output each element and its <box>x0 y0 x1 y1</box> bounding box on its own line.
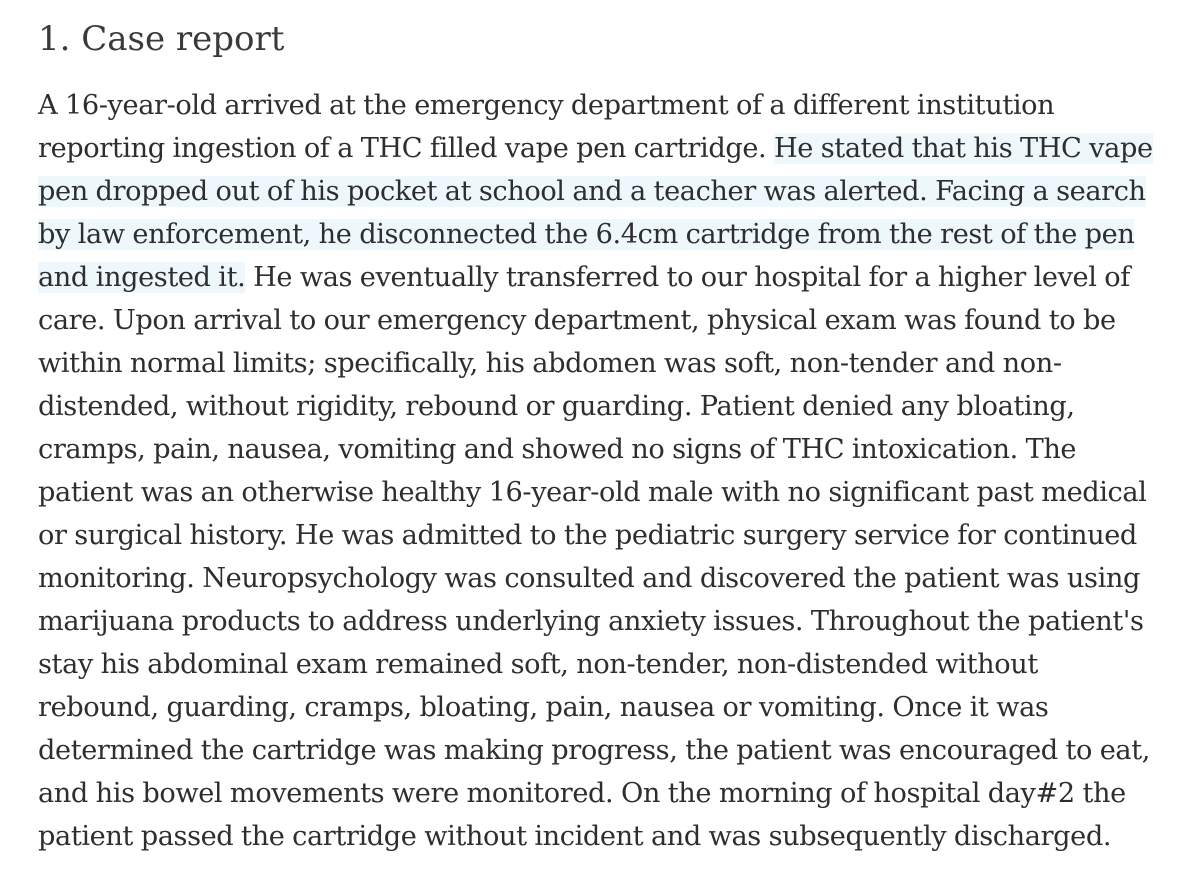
paragraph-line <box>38 299 1178 342</box>
article <box>38 16 1178 858</box>
paragraph-line <box>38 600 1178 643</box>
paragraph-line <box>38 557 1178 600</box>
line-text: rebound, guarding, cramps, bloating, pain, nausea or vomiting. Once it was <box>38 692 1049 723</box>
paragraph-line <box>38 342 1178 385</box>
line-text: within normal limits; specifically, his abdomen was soft, non-tender and non- <box>38 348 1062 379</box>
section-heading: 1. Case report <box>38 19 285 59</box>
highlighted-text[interactable]: pen dropped out of his pocket at school and a teacher was alerted. Facing a search <box>38 176 1146 207</box>
line-text: care. Upon arrival to our emergency department, physical exam was found to be <box>38 305 1116 336</box>
paragraph-line <box>38 729 1178 772</box>
line-text: distended, without rigidity, rebound or guarding. Patient denied any bloating, <box>38 391 1075 422</box>
line-text: A 16-year-old arrived at the emergency department of a different institution <box>38 90 1055 121</box>
paragraph-line <box>38 213 1178 256</box>
paragraph-line <box>38 643 1178 686</box>
line-text: stay his abdominal exam remained soft, non-tender, non-distended without <box>38 649 1038 680</box>
line-text: reporting ingestion of a THC filled vape pen cartridge. <box>38 133 774 164</box>
line-text: and his bowel movements were monitored. On the morning of hospital day#2 the <box>38 778 1126 809</box>
line-text: patient passed the cartridge without incident and was subsequently discharged. <box>38 821 1112 852</box>
highlighted-text[interactable]: and ingested it. <box>38 262 246 293</box>
paragraph-line <box>38 514 1178 557</box>
paragraph-line <box>38 127 1178 170</box>
line-text: marijuana products to address underlying anxiety issues. Throughout the patient's <box>38 606 1144 637</box>
case-report-paragraph <box>38 84 1178 858</box>
paragraph-line <box>38 815 1178 858</box>
line-text: cramps, pain, nausea, vomiting and showed no signs of THC intoxication. The <box>38 434 1077 465</box>
paragraph-line <box>38 385 1178 428</box>
line-text: or surgical history. He was admitted to the pediatric surgery service for continued <box>38 520 1137 551</box>
line-text: patient was an otherwise healthy 16-year-old male with no significant past medical <box>38 477 1147 508</box>
paragraph-line <box>38 428 1178 471</box>
paragraph-line <box>38 471 1178 514</box>
highlighted-text[interactable]: by law enforcement, he disconnected the 6.4cm cartridge from the rest of the pen <box>38 219 1135 250</box>
paragraph-line <box>38 256 1178 299</box>
paragraph-line <box>38 170 1178 213</box>
line-text: He was eventually transferred to our hospital for a higher level of <box>245 262 1130 293</box>
paragraph-line <box>38 84 1178 127</box>
paragraph-line <box>38 772 1178 815</box>
paragraph-line <box>38 686 1178 729</box>
line-text: determined the cartridge was making progress, the patient was encouraged to eat, <box>38 735 1151 766</box>
highlighted-text[interactable]: He stated that his THC vape <box>774 133 1153 164</box>
line-text: monitoring. Neuropsychology was consulted and discovered the patient was using <box>38 563 1140 594</box>
